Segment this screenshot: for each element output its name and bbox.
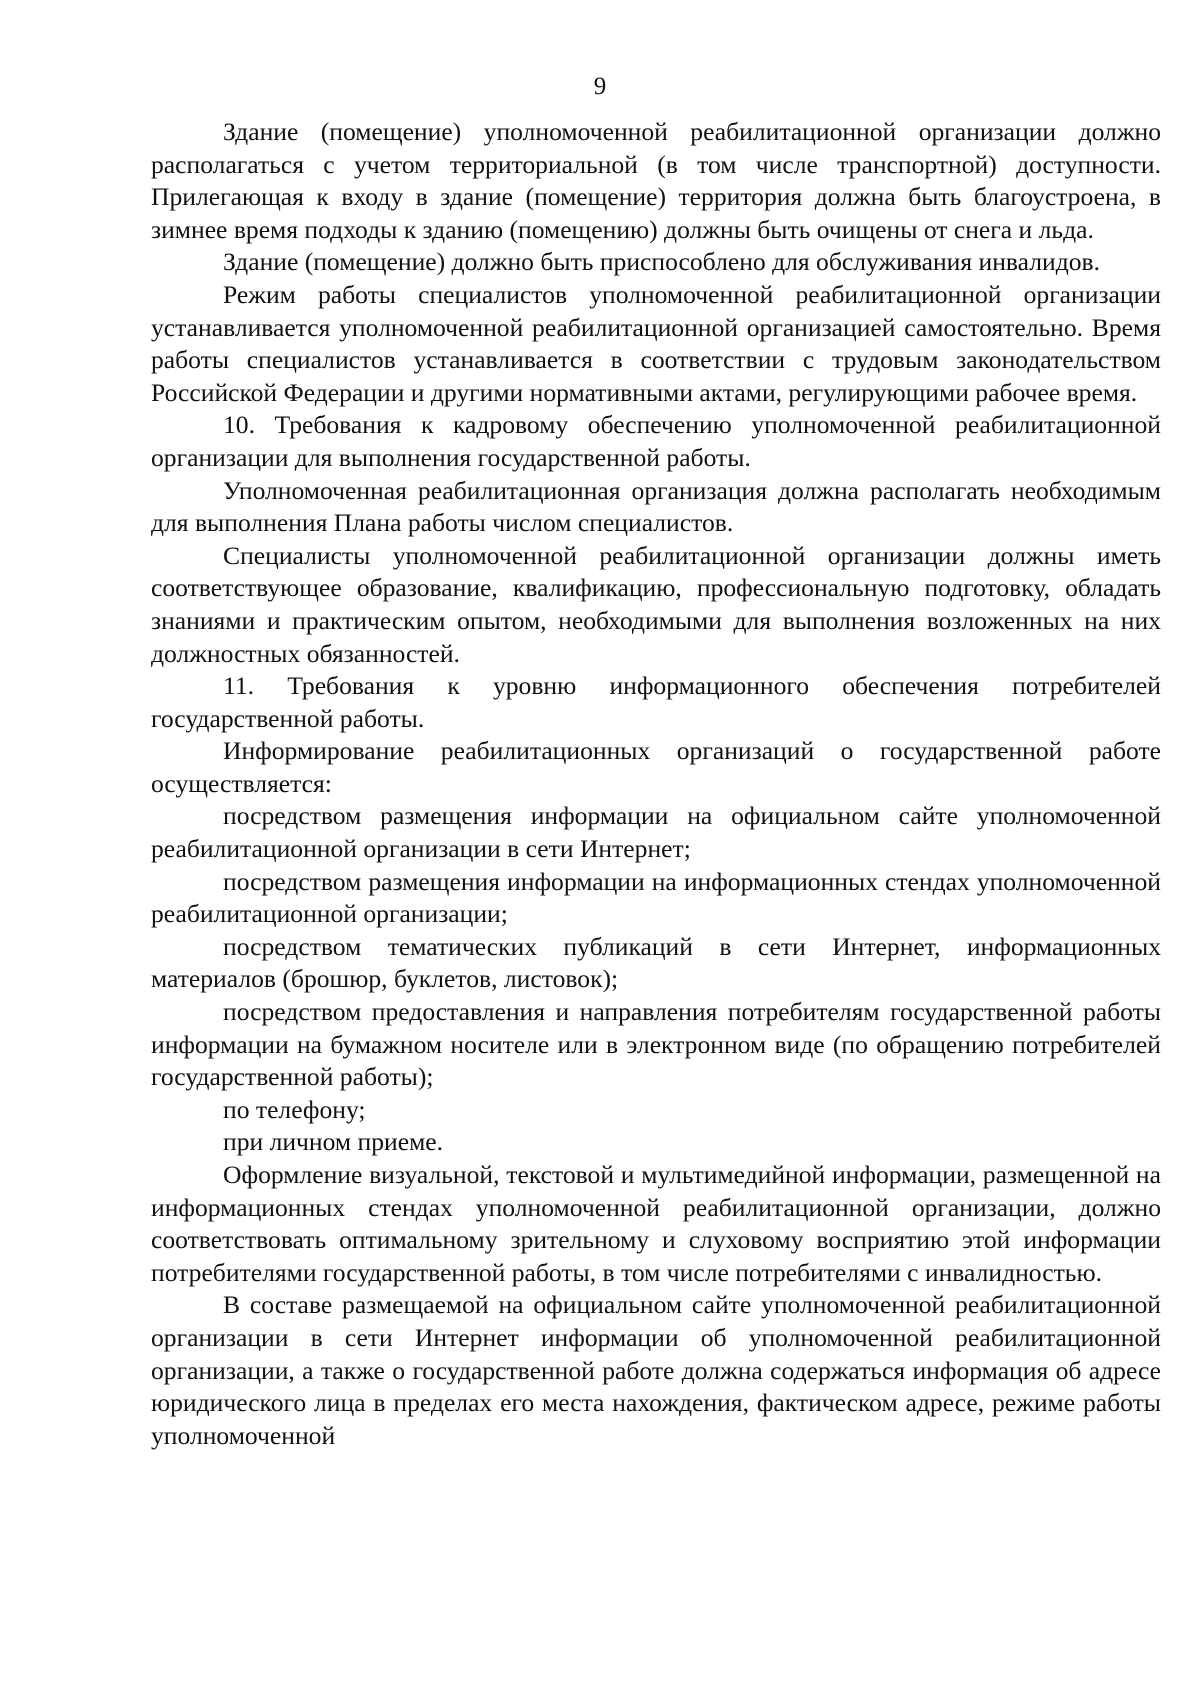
paragraph-section-10-heading: 10. Требования к кадровому обеспечению уполномоченной реабилитационной организации для выполнения государственной работы. — [151, 410, 1161, 472]
paragraph-work-schedule: Режим работы специалистов уполномоченной реабилитационной организации устанавливается уполномоченной реабилитационной организацией самостоятельно. Время работы специалистов устанавливается в соответствии с трудовым законодательством Российской Федерации и другими нормативными актами, регулирующими рабочее время. — [151, 279, 1161, 407]
paragraph-staffing: Уполномоченная реабилитационная организация должна располагать необходимым для выполнения Плана работы числом специалистов. — [151, 475, 1161, 538]
paragraph-building-accessibility: Здание (помещение) должно быть приспособлено для обслуживания инвалидов. — [223, 247, 1101, 277]
paragraph-website-contents: В составе размещаемой на официальном сайте уполномоченной реабилитационной организации в сети Интернет информации об уполномоченной реабилитационной организации, а также о государственной работе должна содержаться информация об адресе юридического лица в пределах его места нахождения, фактическом адресе, режиме работы уполномоченной — [151, 1290, 1161, 1450]
list-item-info-stands: посредством размещения информации на информационных стендах уполномоченной реабилитационной организации; — [151, 866, 1161, 929]
document-body — [151, 116, 1161, 1452]
list-item-paper-electronic: посредством предоставления и направления потребителям государственной работы информации на бумажном носителе или в электронном виде (по обращению потребителей государственной работы); — [151, 997, 1161, 1092]
paragraph-section-11-heading: 11. Требования к уровню информационного обеспечения потребителей государственной работы. — [151, 671, 1161, 733]
paragraph-visual-design: Оформление визуальной, текстовой и мультимедийной информации, размещенной на информационных стендах уполномоченной реабилитационной организации, должно соответствовать оптимальному зрительному и слуховому восприятию этой информации потребителями государственной работы, в том числе потребителями с инвалидностью. — [151, 1160, 1161, 1287]
page-number: 9 — [593, 73, 607, 100]
paragraph-building-location: Здание (помещение) уполномоченной реабилитационной организации должно располагаться с учетом территориальной (в том числе транспортной) доступности. Прилегающая к входу в здание (помещение) территория должна быть благоустроена, в зимнее время подходы к зданию (помещению) должны быть очищены от снега и льда. — [151, 117, 1161, 244]
paragraph-specialist-qualifications: Специалисты уполномоченной реабилитационной организации должны иметь соответствующее образование, квалификацию, профессиональную подготовку, обладать знаниями и практическим опытом, необходимыми для выполнения возложенных на них должностных обязанностей. — [151, 540, 1161, 668]
paragraph-informing-intro: Информирование реабилитационных организаций о государственной работе осуществляется: — [151, 736, 1161, 798]
list-item-phone: по телефону; — [223, 1094, 366, 1124]
list-item-publications: посредством тематических публикаций в сети Интернет, информационных материалов (брошюр, буклетов, листовок); — [151, 931, 1161, 994]
list-item-website: посредством размещения информации на официальном сайте уполномоченной реабилитационной организации в сети Интернет; — [151, 801, 1161, 864]
list-item-in-person: при личном приеме. — [223, 1127, 444, 1157]
